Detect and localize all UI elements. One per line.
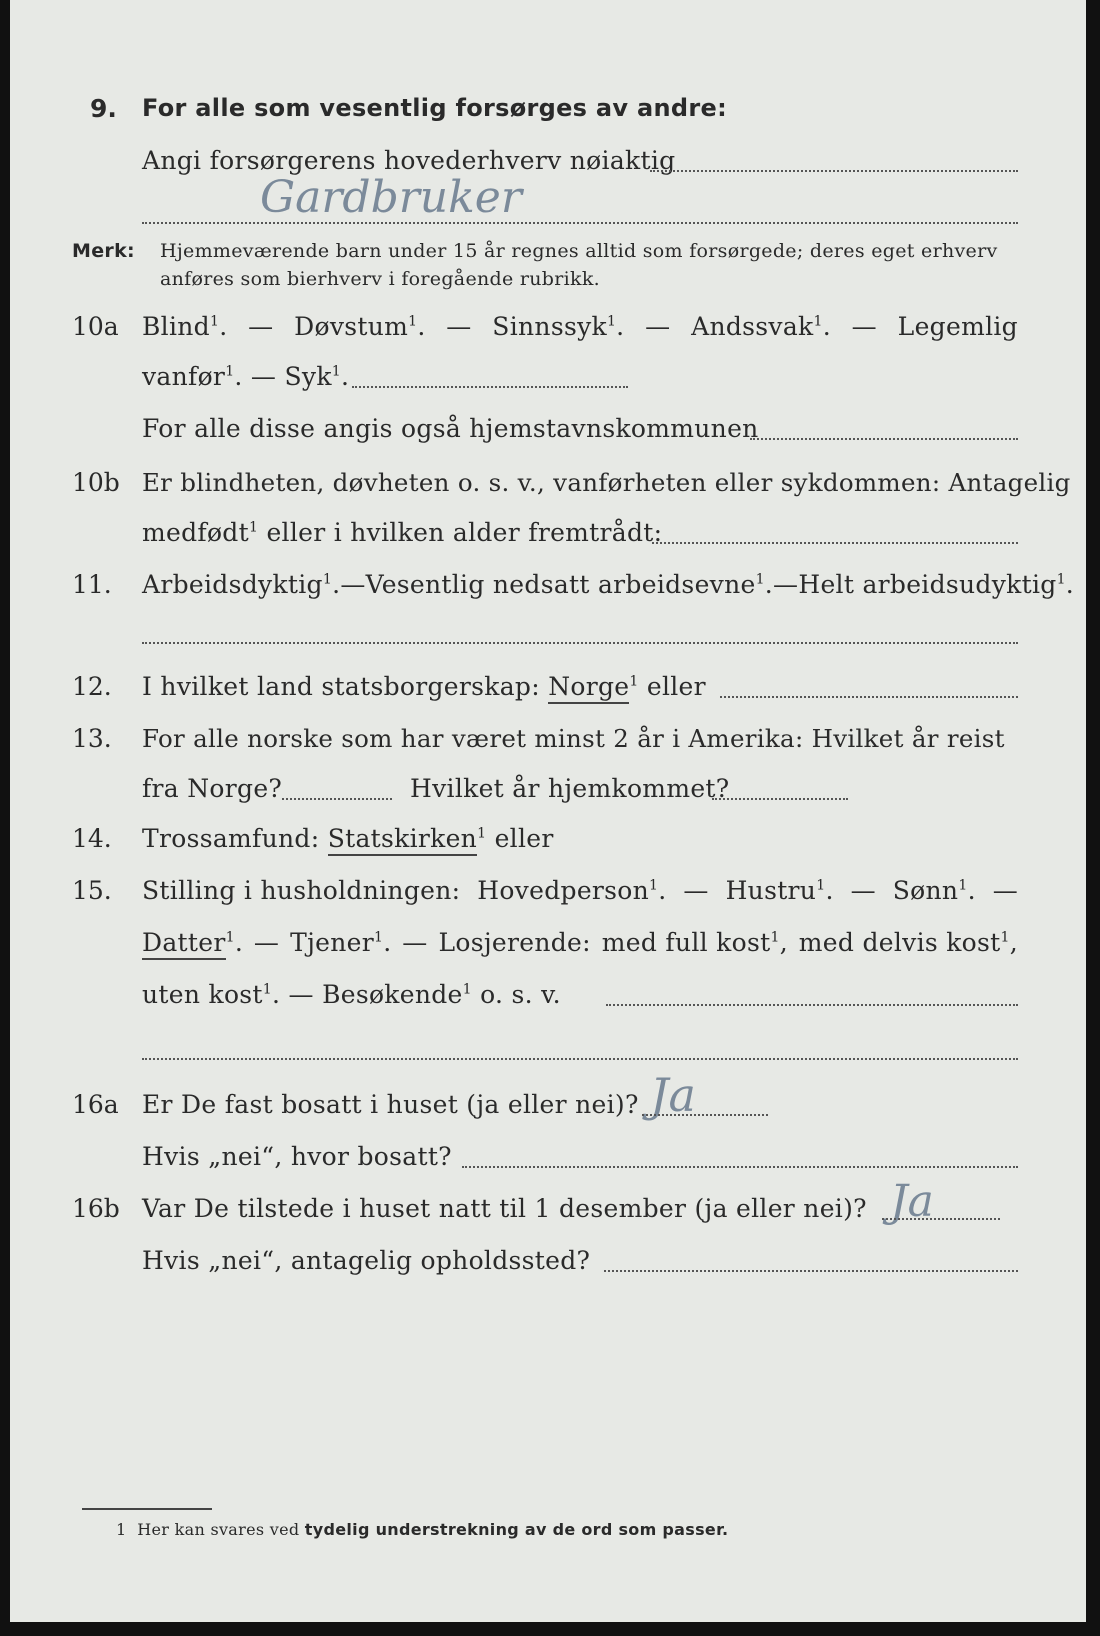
syk-option: Syk — [284, 362, 332, 391]
q16a-answer-line — [642, 1114, 768, 1116]
q10a-syk-line — [352, 386, 628, 388]
q13-line2a: fra Norge? — [142, 774, 283, 803]
q10a-number: 10a — [72, 312, 119, 341]
q10b-line1: Er blindheten, døvheten o. s. v., vanførheten eller sykdommen: Antagelig — [142, 468, 1071, 497]
tjener-option: Tjener — [290, 928, 374, 957]
q14-line: Trossamfund: Statskirken$^1$ eller — [142, 824, 554, 853]
losjerende-label: Losjerende: — [438, 928, 591, 957]
utenkost-option: uten kost — [142, 980, 263, 1009]
q15-osv-line — [606, 1004, 1018, 1006]
q10b-line — [652, 542, 1018, 544]
blind-option: Blind — [142, 312, 210, 341]
q16b-sted-line — [604, 1270, 1018, 1272]
statskirken-option: Statskirken — [328, 824, 477, 856]
q15-line1: Stilling i husholdningen: Hovedperson$^1$. — Hustru$^1$. — Sønn$^1$. — — [142, 876, 1018, 905]
q9-dotted-line — [650, 170, 1018, 172]
hustru-option: Hustru — [725, 876, 817, 905]
q11-line: Arbeidsdyktig$^1$. — Vesentlig nedsatt arbeidsevne$^1$. — Helt arbeidsudyktig$^1$. — [142, 570, 1075, 599]
footnote: 1 Her kan svares ved tydelig understrekning av de ord som passer. — [116, 1520, 729, 1539]
datter-option: Datter — [142, 928, 226, 960]
q13-reist-line — [282, 798, 392, 800]
q15-line-blank — [142, 1058, 1018, 1060]
delviskost-option: med delvis kost — [798, 928, 1001, 957]
q12-line: I hvilket land statsborgerskap: Norge$^1$ eller — [142, 672, 706, 701]
q16a-line2: Hvis „nei“, hvor bosatt? — [142, 1142, 452, 1171]
andssvak-option: Andssvak — [691, 312, 814, 341]
merk-line2: anføres som bierhverv i foregående rubrikk. — [160, 268, 600, 290]
q13-hjemkommet-line — [712, 798, 848, 800]
q10b-number: 10b — [72, 468, 120, 497]
fullkost-option: med full kost — [601, 928, 771, 957]
q12-line-blank — [720, 696, 1018, 698]
q16b-number: 16b — [72, 1194, 120, 1223]
q15-number: 15. — [72, 876, 112, 905]
q10a-line3: For alle disse angis også hjemstavnskommunen — [142, 414, 759, 443]
q16b-answer-line — [882, 1218, 1000, 1220]
q12-number: 12. — [72, 672, 112, 701]
q9-handwritten-answer: Gardbruker — [260, 172, 522, 223]
q16b-line2: Hvis „nei“, antagelig opholdssted? — [142, 1246, 591, 1275]
merk-label: Merk: — [72, 240, 135, 262]
q9-title: For alle som vesentlig forsørges av andre: — [142, 94, 727, 122]
dovstum-option: Døvstum — [294, 312, 409, 341]
footnote-divider — [82, 1508, 212, 1510]
q13-line1: For alle norske som har været minst 2 år i Amerika: Hvilket år reist — [142, 724, 1005, 753]
q9-line: Angi forsørgerens hovederhverv nøiaktig — [142, 146, 676, 175]
q10b-line2: medfødt$^1$ eller i hvilken alder fremtrådt: — [142, 518, 663, 547]
udyktig-option: Helt arbeidsudyktig — [798, 570, 1057, 599]
q16b-line1: Var De tilstede i huset natt til 1 desember (ja eller nei)? — [142, 1194, 867, 1223]
merk-line1: Hjemmeværende barn under 15 år regnes alltid som forsørgede; deres eget erhverv — [160, 240, 998, 262]
q16a-number: 16a — [72, 1090, 119, 1119]
besokende-option: Besøkende — [322, 980, 463, 1009]
q15-line3: uten kost$^1$. — Besøkende$^1$ o. s. v. — [142, 980, 561, 1009]
nedsatt-option: Vesentlig nedsatt arbeidsevne — [365, 570, 756, 599]
medfodt-option: medfødt — [142, 518, 249, 547]
q11-number: 11. — [72, 570, 112, 599]
census-form-page — [10, 0, 1086, 1622]
q11-line-blank — [142, 642, 1018, 644]
sinnssyk-option: Sinnssyk — [492, 312, 607, 341]
q16a-bosatt-line — [462, 1166, 1018, 1168]
sonn-option: Sønn — [892, 876, 959, 905]
q9-answer-line — [142, 222, 1018, 224]
q15-line2: Datter$^1$. — Tjener$^1$. — Losjerende: med full kost$^1$, med delvis kost$^1$, — [142, 928, 1018, 957]
arbeidsdyktig-option: Arbeidsdyktig — [142, 570, 323, 599]
vanfor-option: vanfør — [142, 362, 226, 391]
q13-line2b: Hvilket år hjemkommet? — [410, 774, 730, 803]
q16a-line1: Er De fast bosatt i huset (ja eller nei)? — [142, 1090, 639, 1119]
hovedperson-option: Hovedperson — [477, 876, 650, 905]
q14-number: 14. — [72, 824, 112, 853]
q13-number: 13. — [72, 724, 112, 753]
norge-option: Norge — [548, 672, 629, 704]
q9-number: 9. — [90, 94, 117, 123]
q16b-handwritten-answer: Ja — [890, 1176, 934, 1227]
q10a-line1: Blind$^1$. — Døvstum$^1$. — Sinnssyk$^1$. — Andssvak$^1$. — Legemlig — [142, 312, 1018, 341]
legemlig-option: Legemlig — [897, 312, 1018, 341]
q10a-line2: vanfør$^1$. — Syk$^1$. — [142, 362, 350, 391]
q16a-handwritten-answer: Ja — [650, 1068, 696, 1122]
q10a-hjemstavn-line — [750, 438, 1018, 440]
